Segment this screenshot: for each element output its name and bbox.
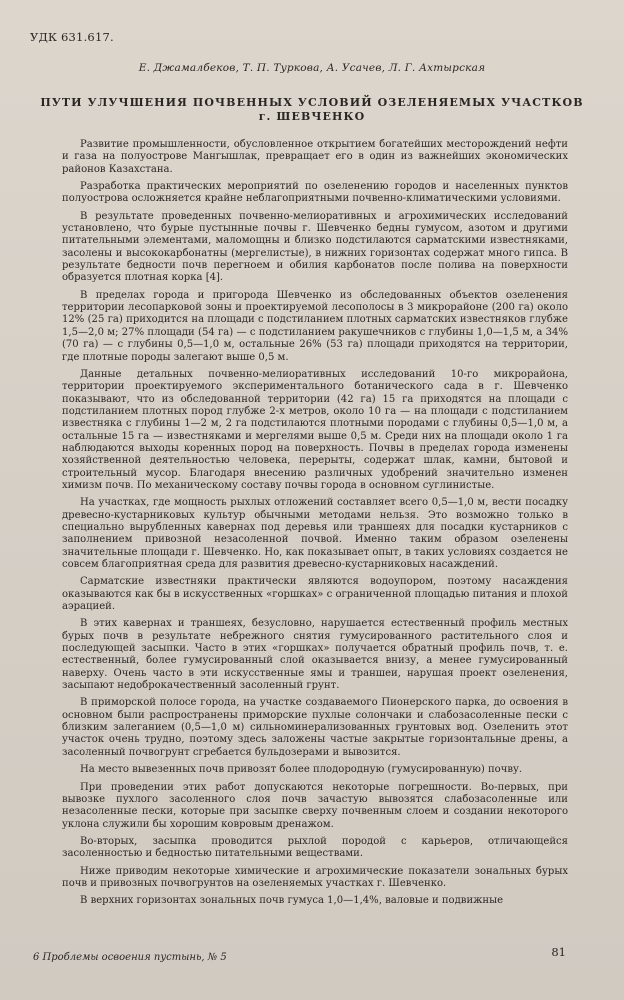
paragraph: На участках, где мощность рыхлых отложений составляет всего 0,5—1,0 м, вести посадку древесно-кустарниковых культур обычными методами нельзя. Это возможно только в специально вырубленных кавернах под деревья или траншеях для посадки кустарников с заполнением привозной незасоленной почвой. Именно таким образом озеленены значительные площади г. Шевченко. Но, как показывает опыт, в таких условиях создается не совсем благоприятная среда для развития древесно-кустарниковых насаждений. [62,497,568,570]
paragraph: Разработка практических мероприятий по озеленению городов и населенных пунктов полуострова осложняется крайне неблагоприятными почвенно-климатическими условиями. [62,181,568,205]
article-body [62,139,568,913]
paragraph: Данные детальных почвенно-мелиоративных исследований 10-го микрорайона, территории проектируемого экспериментального ботанического сада в г. Шевченко показывают, что из обследованной территории (42 га) 15 га приходятся на площади с подстиланием плотных пород глубже 2-х метров, около 10 га — на площади с подстиланием известняка с глубины 1—2 м, 2 га подстилаются плотными породами с глубины 0,5—1,0 м, а остальные 15 га — известняками и мергелями выше 0,5 м. Среди них на площади около 1 га наблюдаются выходы коренных пород на поверхность. Почвы в пределах города изменены хозяйственной деятельностью человека, перерыты, содержат шлак, камни, бытовой и строительный мусор. Благодаря внесению различных удобрений значительно изменен химизм почв. По механическому составу почвы города в основном суглинистые. [62,368,568,491]
title-line-2: г. ШЕВЧЕНКО [258,110,366,123]
page-number: 81 [551,945,566,959]
footer-signature: 6 Проблемы освоения пустынь, № 5 [33,952,227,963]
paragraph: На место вывезенных почв привозят более плодородную (гумусированную) почву. [80,764,523,776]
title-line-1: ПУТИ УЛУЧШЕНИЯ ПОЧВЕННЫХ УСЛОВИЙ ОЗЕЛЕНЯЕМЫХ УЧАСТКОВ [40,96,584,109]
article-title [40,96,584,124]
paragraph: В этих кавернах и траншеях, безусловно, нарушается естественный профиль местных бурых почв в результате небрежного снятия гумусированного растительного слоя и последующей засыпки. Часто в этих «горшках» получается обратный профиль почв, т. е. естественный, более гумусированный слой оказывается внизу, а менее гумусированный наверху. Очень часто в эти искусственные ямы и траншеи, нарушая проект озеленения, засыпают недоброкачественный засоленный грунт. [62,618,568,692]
paragraph: Во-вторых, засыпка проводится рыхлой породой с карьеров, отличающейся засоленностью и бедностью питательными веществами. [62,835,568,860]
paragraph: Развитие промышленности, обусловленное открытием богатейших месторождений нефти и газа на полуострове Мангышлак, превращает его в один из важнейших экономических районов Казахстана. [62,139,568,175]
paragraph: В результате проведенных почвенно-мелиоративных и агрохимических исследований установлено, что бурые пустынные почвы г. Шевченко бедны гумусом, азотом и другими питательными элементами, маломощны и близко подстилаются сарматскими известняками, засолены и высококарбонатны (мергелистые), в нижних горизонтах содержат много гипса. В результате бедности почв перегноем и обилия карбонатов после полива на поверхности образуется плотная корка [4]. [62,210,568,284]
paragraph: В приморской полосе города, на участке создаваемого Пионерского парка, до освоения в основном были распространены приморские пухлые солончаки и слабозасоленные пески с близким залеганием (0,5—1,0 м) сильноминерализованных грунтовых вод. Озеленить этот участок очень трудно, поэтому здесь заложены частые закрытые горизонтальные дрены, а засоленный почвогрунт сгребается бульдозерами и вывозится. [62,697,568,758]
authors-line: Е. Джамалбеков, Т. П. Туркова, А. Усачев, Л. Г. Ахтырская [138,62,486,74]
paragraph: В пределах города и пригорода Шевченко из обследованных объектов озеленения территории лесопарковой зоны и проектируемой лесополосы в 3 микрорайоне (200 га) около 12% (25 га) приходится на площади с подстиланием плотных сарматских известняков глубже 1,5—2,0 м; 27% площади (54 га) — с подстиланием ракушечников с глубины 1,0—1,5 м, а 34% (70 га) — с глубины 0,5—1,0 м, остальные 26% (53 га) площади приходятся на территории, где плотные породы залегают выше 0,5 м. [62,289,568,363]
paragraph: Сарматские известняки практически являются водоупором, поэтому насаждения оказываются как бы в искусственных «горшках» с ограниченной площадью питания и плохой аэрацией. [62,576,568,613]
paragraph: При проведении этих работ допускаются некоторые погрешности. Во-первых, при вывозке пухлого засоленного слоя почв зачастую вывозятся слабозасоленные или незасоленные пески, которые при засыпке сверху почвенным слоем и создании некоторого уклона служили бы хорошим ковровым дренажом. [62,781,568,830]
paragraph: Ниже приводим некоторые химические и агрохимические показатели зональных бурых почв и привозных почвогрунтов на озеленяемых участках г. Шевченко. [62,865,568,889]
paragraph: В верхних горизонтах зональных почв гумуса 1,0—1,4%, валовые и подвижные [80,895,504,907]
udk-code: УДК 631.617. [30,30,114,44]
